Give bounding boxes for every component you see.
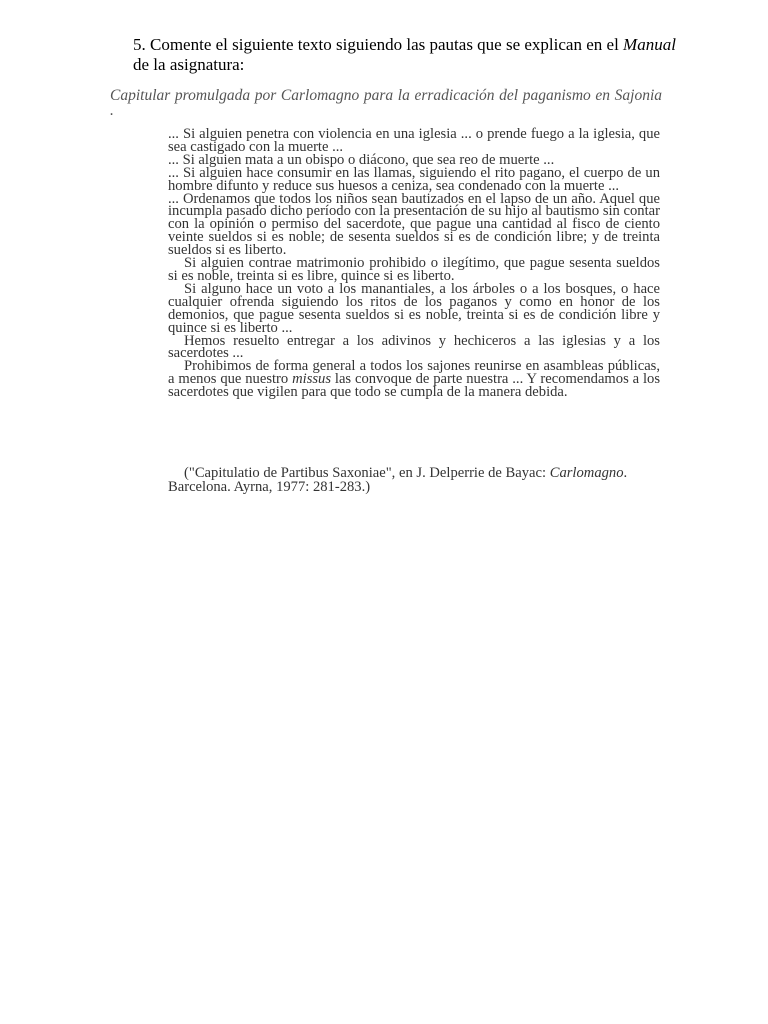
question-heading [133,35,693,75]
paragraph-4: ... Ordenamos que todos los niños sean bautizados en el lapso de un año. Aquel que incumpla pasado dicho período con la presentación de su hijo al bautismo sin contar con la opinión o permiso del sacerdote, que pague una cantidad al fisco de ciento veinte sueldos si es noble; de sesenta sueldos si es de condición libre; y de treinta sueldos si es liberto. [168,190,660,259]
citation-end: . Barcelona. Ayrna, 1977: 281-283.) [168,465,628,495]
source-citation [168,466,660,494]
paragraph-3: ... Si alguien hace consumir en las llamas, siguiendo el rito pagano, el cuerpo de un hombre difunto y reduce sus huesos a ceniza, sea condenado con la muerte ... [168,164,660,194]
paragraph-8-start: Prohibimos de forma general a todos los sajones reunirse en asambleas públicas, a menos que nuestro [168,358,660,388]
paragraph-1: ... Si alguien penetra con violencia en una iglesia ... o prende fuego a la iglesia, que sea castigado con la muerte ... [168,126,660,155]
paragraph-2: ... Si alguien mata a un obispo o diácono, que sea reo de muerte ... [168,151,555,168]
manual-word: Manual [623,35,676,54]
paragraph-5: Si alguien contrae matrimonio prohibido o ilegítimo, que pague sesenta sueldos si es noble, treinta si es libre, quince si es liberto. [168,255,660,284]
question-suffix: de la asignatura: [133,55,245,74]
text-subtitle: Capitular promulgada por Carlomagno para la erradicación del paganismo en Sajonia . [110,87,662,119]
paragraph-6: Si alguno hace un voto a los manantiales, a los árboles o a los bosques, o hace cualquier ofrenda siguiendo los ritos de los paganos y como en honor de los demonios, que pague sesenta sueldos si es noble, treinta si es de condición libre y quince si es liberto ... [168,280,660,336]
quoted-text [168,128,660,399]
paragraph-8-end: las convoque de parte nuestra ... Y recomendamos a los sacerdotes que vigilen para que todo se cumpla de la manera debida. [168,371,660,401]
missus-word: missus [292,371,332,388]
citation-start: ("Capitulatio de Partibus Saxoniae", en J. Delperrie de Bayac: [184,465,550,481]
citation-book-title: Carlomagno [549,465,624,481]
paragraph-8 [168,360,660,399]
paragraph-7: Hemos resuelto entregar a los adivinos y hechiceros a las iglesias y a los sacerdotes ... [168,332,660,362]
question-text: 5. Comente el siguiente texto siguiendo las pautas que se explican en el [133,35,619,54]
